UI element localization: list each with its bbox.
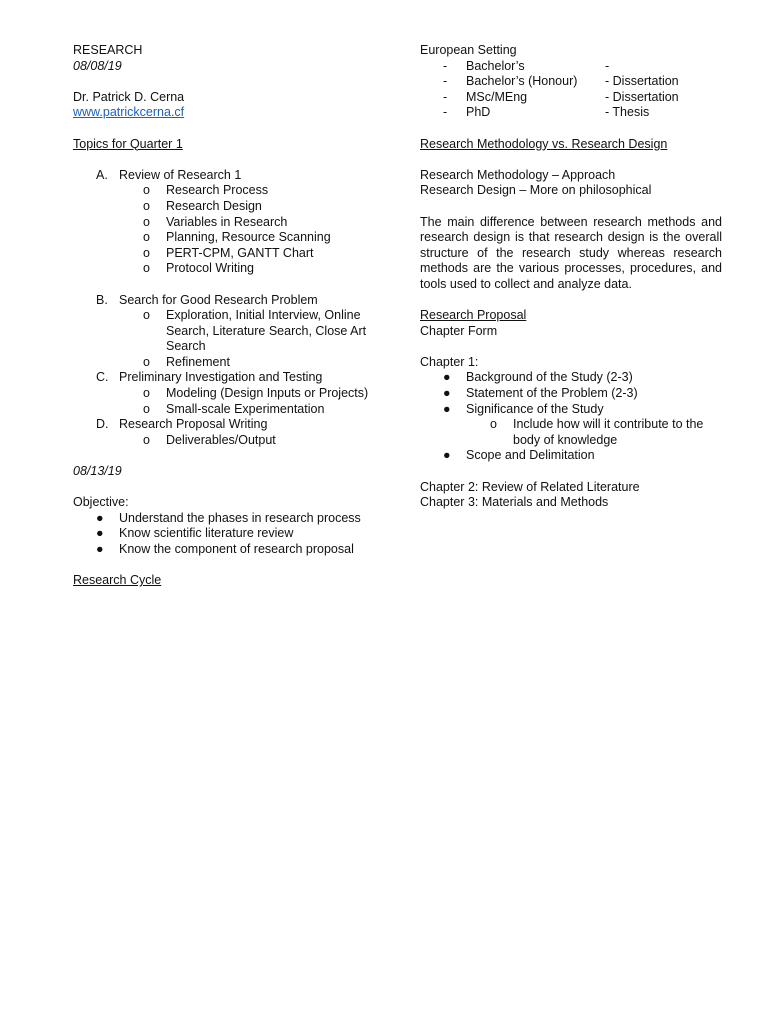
outline-subitem: o Research Process bbox=[73, 183, 393, 199]
objective-label: Objective: bbox=[73, 495, 129, 510]
topics-heading: Topics for Quarter 1 bbox=[73, 136, 183, 151]
degree-output: - Dissertation bbox=[605, 89, 679, 104]
degree-row bbox=[420, 74, 722, 90]
circle-bullet-icon: o bbox=[143, 214, 150, 229]
methodology-heading: Research Methodology vs. Research Design bbox=[420, 136, 668, 151]
dash-marker: - bbox=[443, 58, 448, 73]
date-second: 08/13/19 bbox=[73, 464, 122, 479]
degree-output: - bbox=[605, 58, 610, 73]
bullet-icon: ● bbox=[443, 386, 451, 401]
bullet-icon: ● bbox=[443, 401, 451, 416]
outline-subitem: o Modeling (Design Inputs or Projects) bbox=[73, 386, 393, 402]
outline-subitem: o Refinement bbox=[73, 355, 393, 371]
european-setting-heading: European Setting bbox=[420, 43, 517, 57]
outline-item-d bbox=[73, 417, 393, 433]
outline-text: Preliminary Investigation and Testing bbox=[119, 370, 323, 385]
degree-name: PhD bbox=[466, 105, 491, 120]
outline-text: Search for Good Research Problem bbox=[119, 292, 318, 307]
outline-item-c bbox=[73, 370, 393, 386]
degree-name: Bachelor’s (Honour) bbox=[466, 74, 578, 89]
chapter1-item: ● Scope and Delimitation bbox=[420, 448, 722, 464]
circle-bullet-icon: o bbox=[143, 401, 150, 416]
objective-item: ● Know the component of research proposal bbox=[73, 542, 393, 558]
outline-item-a bbox=[73, 168, 393, 184]
outline-subitem: o Planning, Resource Scanning bbox=[73, 230, 393, 246]
degree-name: Bachelor’s bbox=[466, 58, 525, 73]
circle-bullet-icon: o bbox=[143, 245, 150, 260]
dash-marker: - bbox=[443, 89, 448, 104]
chapter1-item: ● Statement of the Problem (2-3) bbox=[420, 386, 722, 402]
design-line: Research Design – More on philosophical bbox=[420, 183, 652, 198]
research-cycle-heading: Research Cycle bbox=[73, 573, 162, 588]
right-column bbox=[420, 43, 722, 511]
outline-subitem: o Research Design bbox=[73, 199, 393, 215]
outline-item-b bbox=[73, 293, 393, 309]
bullet-icon: ● bbox=[443, 448, 451, 463]
circle-bullet-icon: o bbox=[490, 417, 497, 432]
outline-subitem: o Protocol Writing bbox=[73, 261, 393, 277]
circle-bullet-icon: o bbox=[143, 354, 150, 369]
outline-subitem: o Deliverables/Output bbox=[73, 433, 393, 449]
circle-bullet-icon: o bbox=[143, 183, 150, 198]
bullet-icon: ● bbox=[443, 370, 451, 385]
circle-bullet-icon: o bbox=[143, 230, 150, 245]
chapter3-line: Chapter 3: Materials and Methods bbox=[420, 495, 609, 510]
outline-marker: D. bbox=[96, 417, 109, 432]
outline-subitem: o Small-scale Experimentation bbox=[73, 402, 393, 418]
chapter-form: Chapter Form bbox=[420, 323, 498, 338]
chapter1-subitem: o Include how will it contribute to the bbox=[420, 417, 722, 433]
circle-bullet-icon: o bbox=[143, 261, 150, 276]
circle-bullet-icon: o bbox=[143, 386, 150, 401]
outline-subitem-continued: Search bbox=[166, 339, 206, 354]
bullet-icon: ● bbox=[96, 542, 104, 556]
degree-name: MSc/MEng bbox=[466, 89, 528, 104]
outline-subitem: o Exploration, Initial Interview, Online bbox=[73, 308, 393, 324]
degree-row bbox=[420, 90, 722, 106]
outline-subitem: o Variables in Research bbox=[73, 215, 393, 231]
outline-subitem: o PERT-CPM, GANTT Chart bbox=[73, 246, 393, 262]
outline-marker: A. bbox=[96, 167, 108, 182]
degree-row bbox=[420, 59, 722, 75]
circle-bullet-icon: o bbox=[143, 432, 150, 447]
chapter2-line: Chapter 2: Review of Related Literature bbox=[420, 479, 640, 494]
circle-bullet-icon: o bbox=[143, 308, 150, 323]
chapter1-label: Chapter 1: bbox=[420, 354, 479, 369]
outline-marker: B. bbox=[96, 292, 108, 307]
degree-output: - Thesis bbox=[605, 105, 650, 120]
chapter1-item: ● Significance of the Study bbox=[420, 402, 722, 418]
difference-paragraph: The main difference between research methods and research design is that research design is the overall structure of the research study whereas research methods are the various processes, procedures, and tools used to collect and analyze data. bbox=[420, 214, 722, 291]
bullet-icon: ● bbox=[96, 526, 104, 541]
degree-row bbox=[420, 105, 722, 121]
website-link[interactable]: www.patrickcerna.cf bbox=[73, 105, 185, 120]
proposal-heading: Research Proposal bbox=[420, 308, 527, 323]
dash-marker: - bbox=[443, 74, 448, 89]
bullet-icon: ● bbox=[96, 510, 104, 525]
degree-output: - Dissertation bbox=[605, 74, 679, 89]
outline-text: Research Proposal Writing bbox=[119, 417, 268, 432]
methodology-line: Research Methodology – Approach bbox=[420, 167, 616, 182]
outline-text: Review of Research 1 bbox=[119, 167, 242, 182]
objective-item: ● Understand the phases in research process bbox=[73, 511, 393, 527]
objective-item: ● Know scientific literature review bbox=[73, 526, 393, 542]
document-title: RESEARCH bbox=[73, 43, 143, 57]
outline-subitem-continued: Search, Literature Search, Close Art bbox=[166, 323, 367, 338]
left-column bbox=[73, 43, 393, 589]
author-name: Dr. Patrick D. Cerna bbox=[73, 89, 185, 104]
circle-bullet-icon: o bbox=[143, 198, 150, 213]
date-first: 08/08/19 bbox=[73, 58, 122, 73]
chapter1-item: ● Background of the Study (2-3) bbox=[420, 370, 722, 386]
outline-marker: C. bbox=[96, 370, 109, 385]
dash-marker: - bbox=[443, 105, 448, 120]
chapter1-subitem-continued: body of knowledge bbox=[513, 432, 618, 447]
